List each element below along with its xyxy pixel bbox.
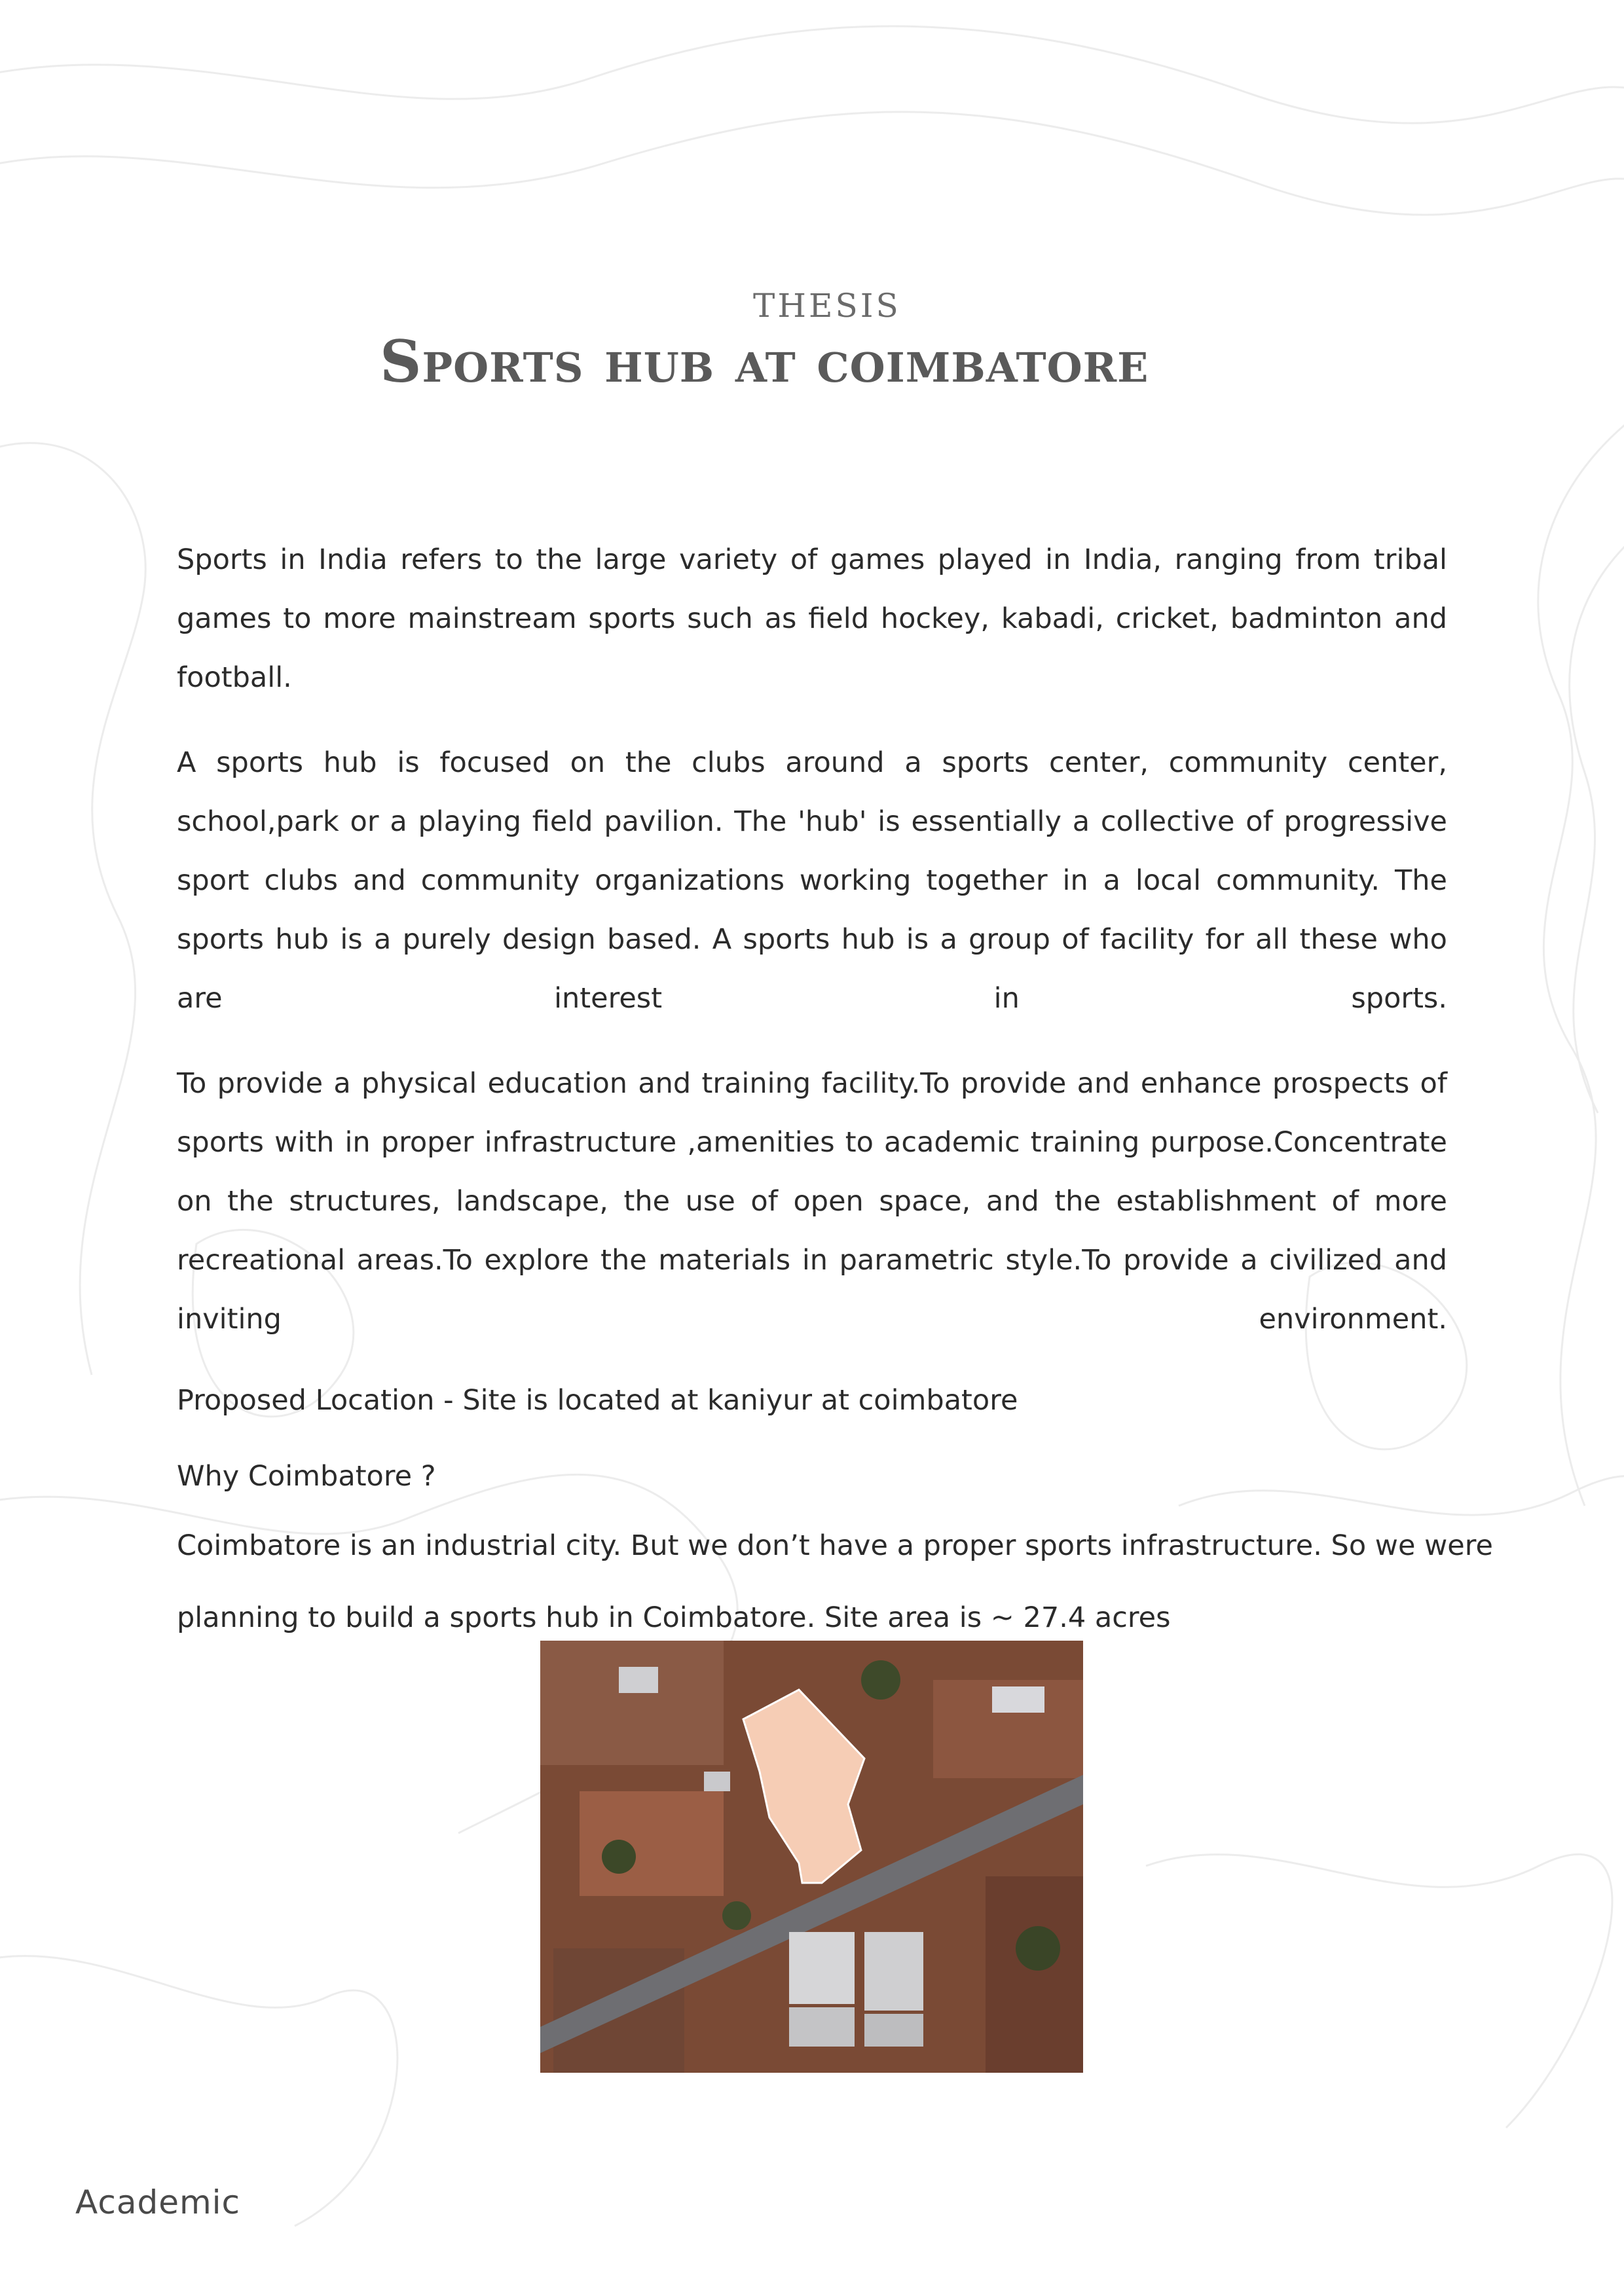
warehouse (789, 1932, 855, 2004)
body-text (177, 530, 1493, 1647)
paragraph-objectives: To provide a physical education and training facility.To provide and enhance prospects of sports with in proper infrastructure ,amenities to academic training purpose.Concentrate on the structures, landscape, the use of open space, and the establishment of more recreational areas.To explore the materials in parametric style.To provide a civilized and inviting environment. (177, 1067, 1447, 1336)
paragraph-sports-india: Sports in India refers to the large variety of games played in India, ranging from tribal games to more mainstream sports such as field hockey, kabadi, cricket, badminton and football. (177, 543, 1447, 694)
paragraph-sports-hub: A sports hub is focused on the clubs around a sports center, community center, school,park or a playing field pavilion. The 'hub' is essentially a collective of progressive sport clubs and community organizations working together in a local community. The sports hub is a purely design based. A sports hub is a group of facility for all these who are interest in sports. (177, 746, 1447, 1015)
footer-label: Academic (75, 2183, 241, 2221)
why-coimbatore-heading: Why Coimbatore ? (177, 1460, 436, 1493)
proposed-location: Proposed Location - Site is located at kaniyur at coimbatore (177, 1384, 1018, 1417)
why-coimbatore-line-2: planning to build a sports hub in Coimbatore. Site area is ~ 27.4 acres (177, 1601, 1171, 1634)
thesis-label: THESIS (753, 287, 901, 325)
why-coimbatore-line-1: Coimbatore is an industrial city. But we don’t have a proper sports infrastructure. So we were (177, 1529, 1493, 1562)
satellite-map (540, 1641, 1083, 2073)
site-map-image (540, 1641, 1083, 2073)
page-title: Sports hub at coimbatore (380, 327, 1149, 395)
